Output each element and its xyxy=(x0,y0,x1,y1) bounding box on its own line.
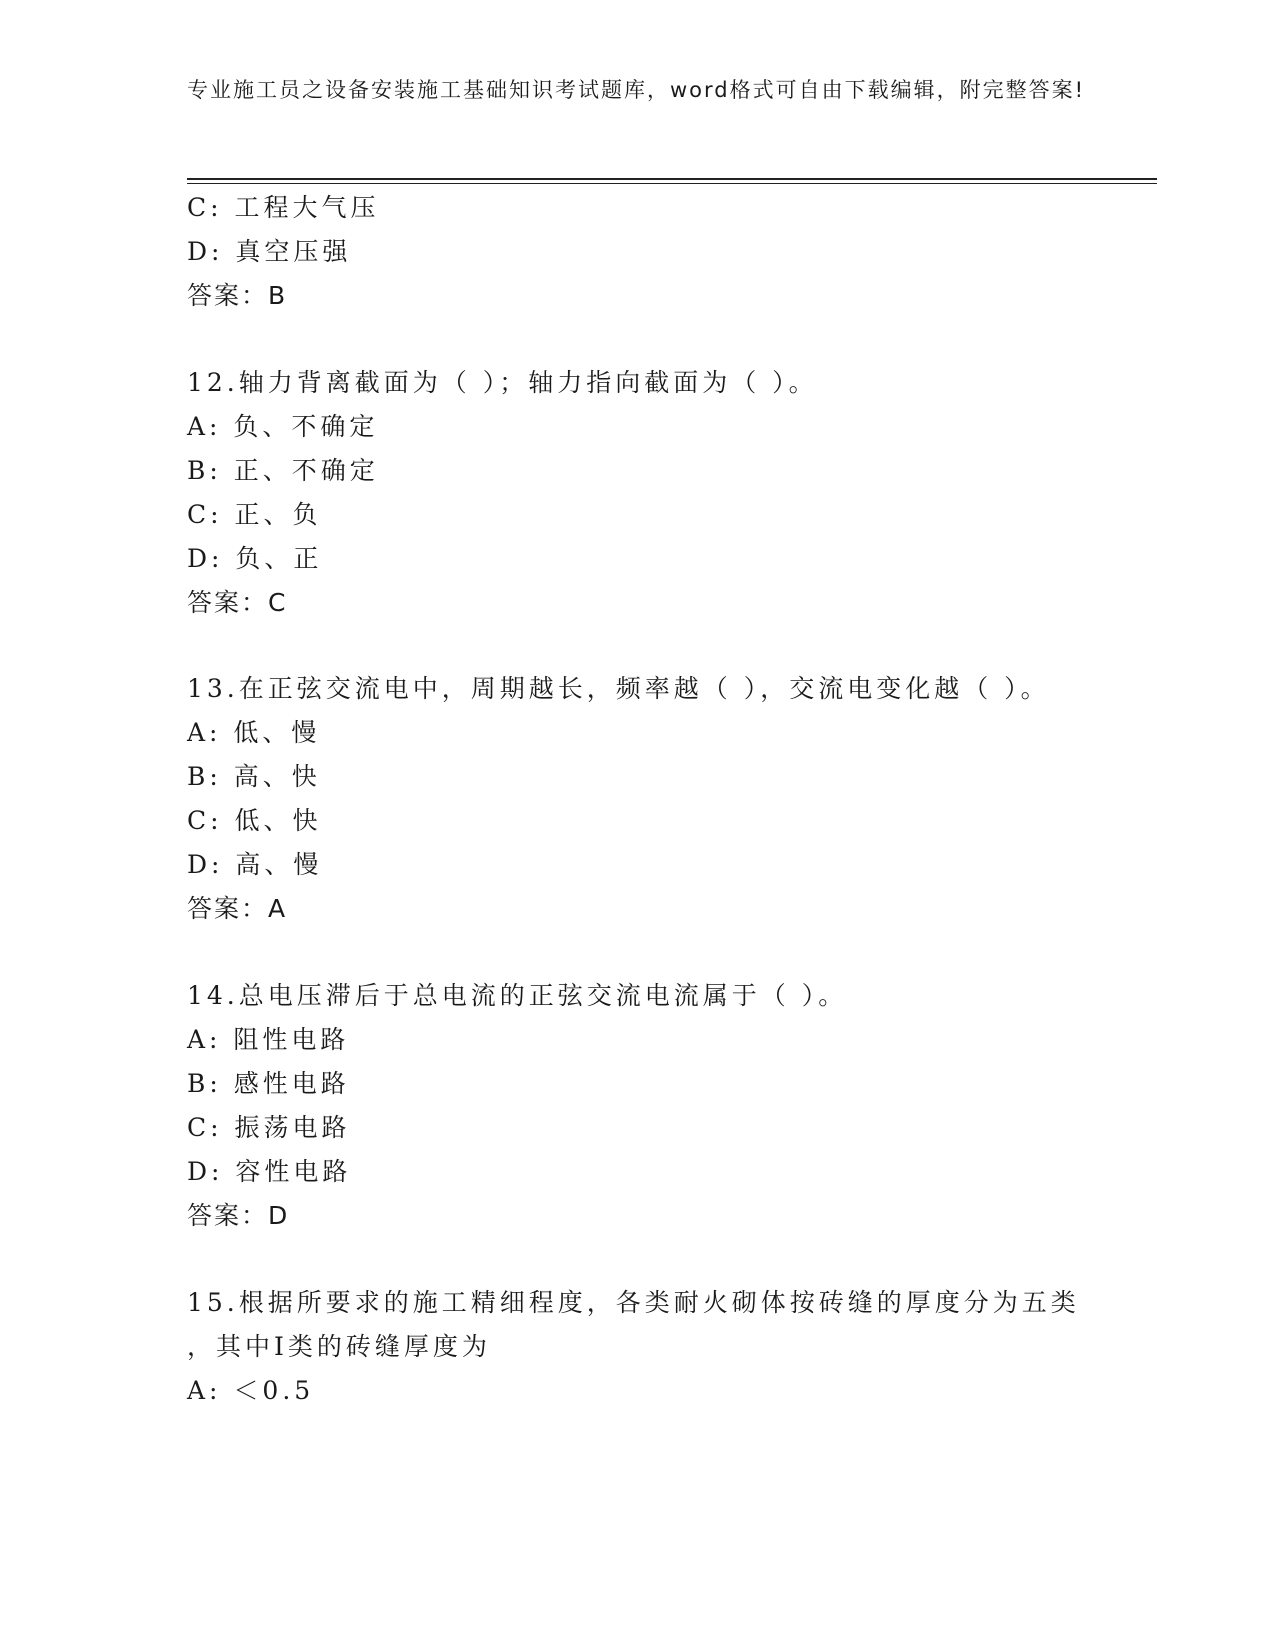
question-13: 13.在正弦交流电中，周期越长，频率越（ ），交流电变化越（ ）。 xyxy=(187,674,1050,703)
option-a: A: 低、慢 xyxy=(187,718,321,747)
question-15: 15.根据所要求的施工精细程度，各类耐火砌体按砖缝的厚度分为五类 xyxy=(187,1288,1080,1317)
option-d: D: 负、正 xyxy=(187,544,323,573)
answer: 答案：D xyxy=(187,1201,290,1230)
answer: 答案：A xyxy=(187,894,288,923)
option-c: C: 低、快 xyxy=(187,806,322,835)
option-d: D: 容性电路 xyxy=(187,1157,352,1186)
option-c: C: 振荡电路 xyxy=(187,1113,351,1142)
answer: 答案：C xyxy=(187,588,288,617)
option-c: C: 正、负 xyxy=(187,500,322,529)
option-a: A: 负、不确定 xyxy=(187,412,379,441)
header-divider xyxy=(187,178,1157,184)
option-b: B: 高、快 xyxy=(187,762,321,791)
option-b: B: 正、不确定 xyxy=(187,456,379,485)
option-b: B: 感性电路 xyxy=(187,1069,350,1098)
option-d: D: 真空压强 xyxy=(187,237,352,266)
question-12: 12.轴力背离截面为（ ）；轴力指向截面为（ ）。 xyxy=(187,368,818,397)
question-15-continued: ，其中I类的砖缝厚度为 xyxy=(187,1332,491,1361)
answer: 答案：B xyxy=(187,281,288,310)
option-d: D: 高、慢 xyxy=(187,850,323,879)
option-a: A: 阻性电路 xyxy=(187,1025,350,1054)
option-c: C: 工程大气压 xyxy=(187,193,380,222)
document-header: 专业施工员之设备安装施工基础知识考试题库，word格式可自由下载编辑，附完整答案! xyxy=(187,78,1086,102)
option-a: A: ＜0.5 xyxy=(187,1376,315,1405)
question-14: 14.总电压滞后于总电流的正弦交流电流属于（ ）。 xyxy=(187,981,848,1010)
